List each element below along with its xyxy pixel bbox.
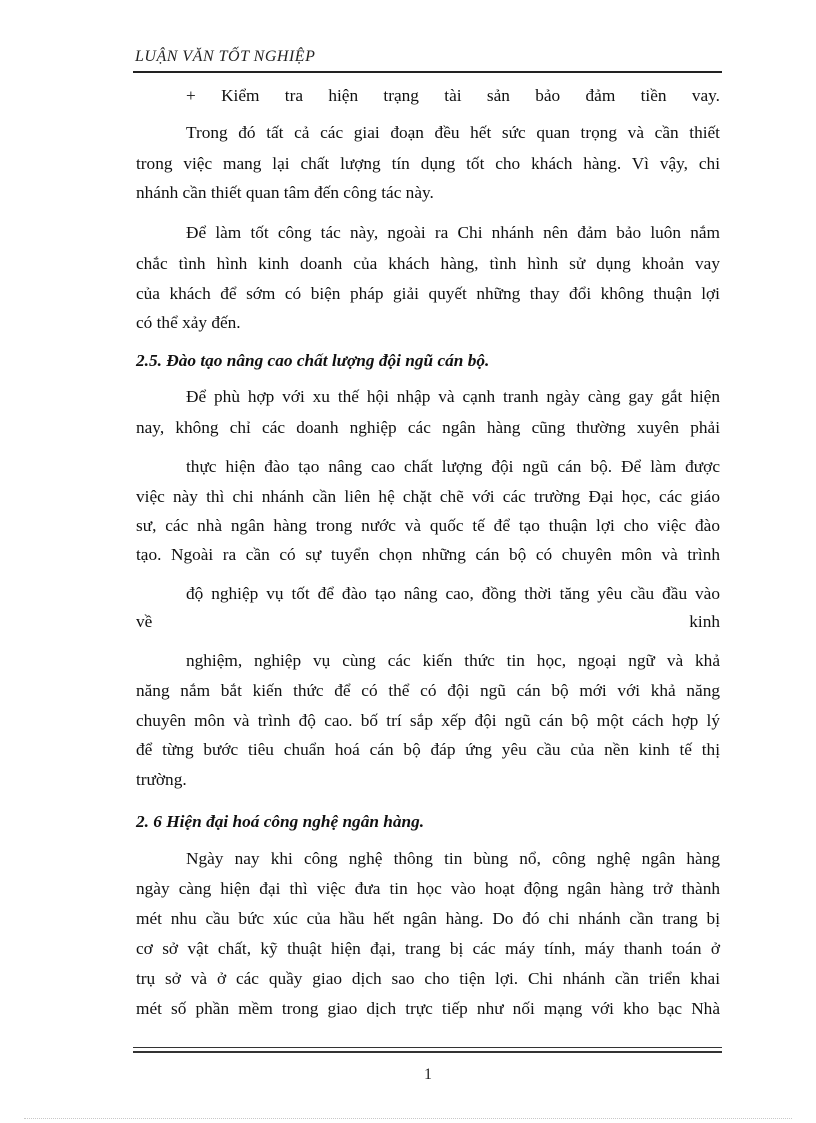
text-line: về kinh [136,612,720,631]
text-line: nhánh cần thiết quan tâm đến công tác này. [136,183,434,202]
text-line: tạo. Ngoài ra cần có sự tuyển chọn những cán bộ có chuyên môn và trình [136,545,720,564]
text-line: chắc tình hình kinh doanh của khách hàng, tình hình sử dụng khoản vay [136,254,720,273]
text-line: chuyên môn và trình độ cao. bố trí sắp xếp đội ngũ cán bộ một cách hợp lý [136,711,720,730]
text-line: Để làm tốt công tác này, ngoài ra Chi nhánh nên đảm bảo luôn nắm [186,223,720,242]
text-line: có thể xảy đến. [136,313,241,332]
text-line: độ nghiệp vụ tốt để đào tạo nâng cao, đồng thời tăng yêu cầu đầu vào [186,584,720,603]
text-line: Ngày nay khi công nghệ thông tin bùng nổ, công nghệ ngân hàng [186,849,720,868]
text-line: năng nắm bắt kiến thức để có thể có đội ngũ cán bộ mới với khả năng [136,681,720,700]
text-line: trụ sở và ở các quầy giao dịch sao cho tiện lợi. Chi nhánh cần triển khai [136,969,720,988]
section-heading: 2.5. Đào tạo nâng cao chất lượng đội ngũ cán bộ. [136,351,490,370]
text-line: sư, các nhà ngân hàng trong nước và quốc tế để tạo thuận lợi cho việc đào [136,516,720,535]
text-line: ngày càng hiện đại thì việc đưa tin học vào hoạt động ngân hàng trở thành [136,879,720,898]
footer-rule [133,1051,722,1053]
footer-rule [133,1047,722,1048]
text-line: trong việc mang lại chất lượng tín dụng tốt cho khách hàng. Vì vậy, chi [136,154,720,173]
text-line: việc này thì chi nhánh cần liên hệ chặt chẽ với các trường Đại học, các giáo [136,487,720,506]
text-line: nay, không chỉ các doanh nghiệp các ngân hàng cũng thường xuyên phải [136,418,720,437]
text-line: trường. [136,770,187,789]
text-line: mét số phần mềm trong giao dịch trực tiếp như nối mạng với kho bạc Nhà [136,999,720,1018]
text-line: + Kiểm tra hiện trạng tài sản bảo đảm tiền vay. [186,86,720,105]
text-line: của khách để sớm có biện pháp giải quyết những thay đổi không thuận lợi [136,284,720,303]
page-header-title: LUẬN VĂN TỐT NGHIỆP [135,48,316,65]
text-line: Để phù hợp với xu thế hội nhập và cạnh tranh ngày càng gay gắt hiện [186,387,720,406]
text-line: để từng bước tiêu chuẩn hoá cán bộ đáp ứng yêu cầu của nền kinh tế thị [136,740,720,759]
text-line: mét nhu cầu bức xúc của hầu hết ngân hàng. Do đó chi nhánh cần trang bị [136,909,720,928]
section-heading: 2. 6 Hiện đại hoá công nghệ ngân hàng. [136,812,425,831]
text-line: thực hiện đào tạo nâng cao chất lượng đội ngũ cán bộ. Để làm được [186,457,720,476]
page-bottom-divider [24,1118,792,1119]
text-line: Trong đó tất cả các giai đoạn đều hết sức quan trọng và cần thiết [186,123,720,142]
header-rule [133,71,722,73]
page-number: 1 [424,1066,432,1083]
text-line: cơ sở vật chất, kỹ thuật hiện đại, trang bị các máy tính, máy thanh toán ở [136,939,720,958]
text-line: nghiệm, nghiệp vụ cùng các kiến thức tin học, ngoại ngữ và khả [186,651,720,670]
